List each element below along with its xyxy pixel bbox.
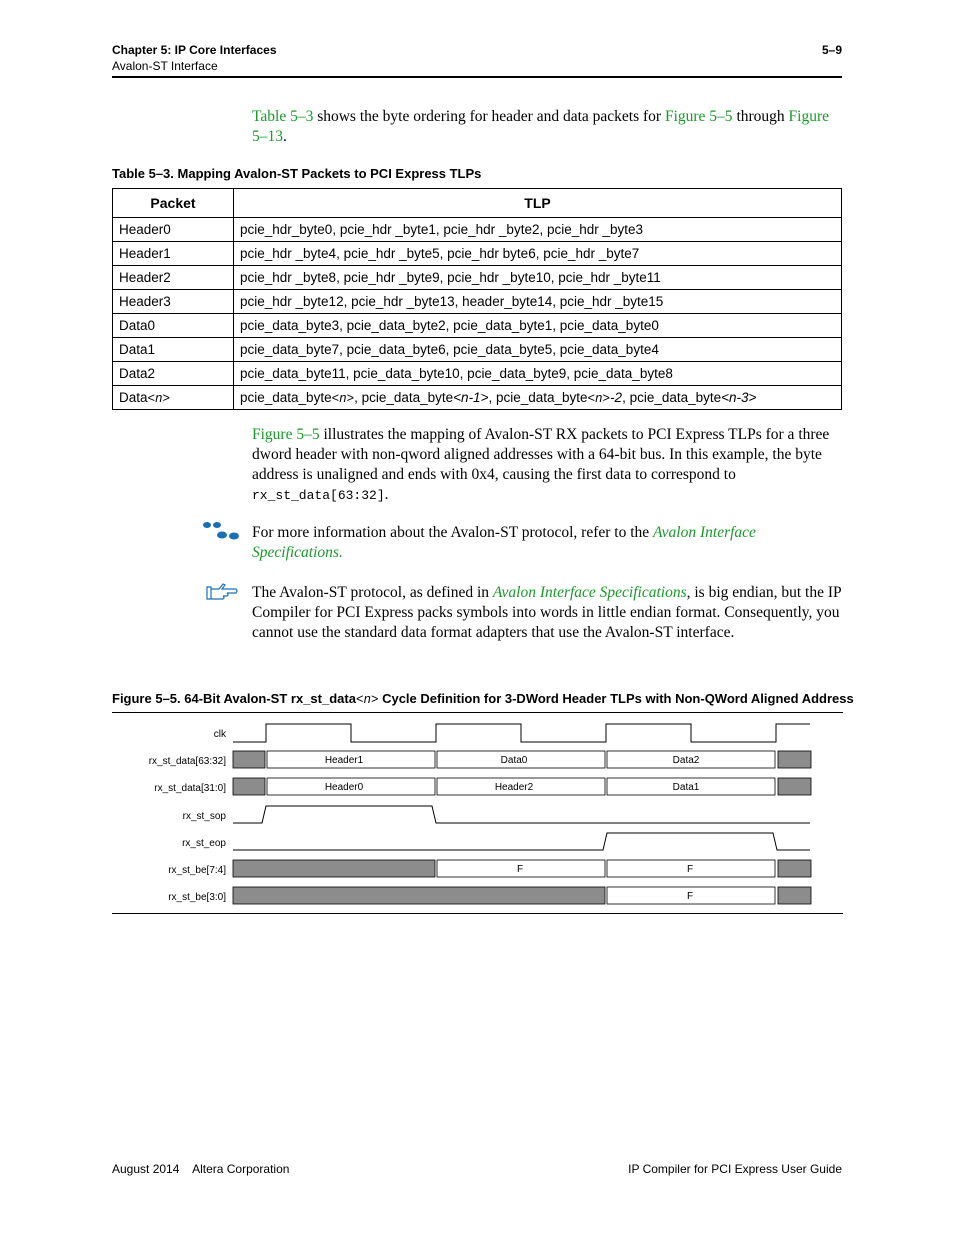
bus-rx-st-data-lo (233, 778, 811, 795)
tlp-cell: pcie_hdr _byte8, pcie_hdr _byte9, pcie_hdr _byte10, pcie_hdr _byte11 (234, 266, 842, 290)
running-header-chapter: Chapter 5: IP Core Interfaces (112, 43, 277, 57)
signal-label-rx-st-be-hi: rx_st_be[7:4] (168, 865, 226, 876)
avalon-spec-link[interactable]: Avalon Interface Specifications (492, 584, 687, 601)
bus-value-f: F (686, 864, 694, 875)
bus-value-f: F (516, 864, 524, 875)
figure-5-5-link[interactable]: Figure 5–5 (252, 426, 320, 443)
reference-note: For more information about the Avalon-ST protocol, refer to the Avalon Interface Specifications. (252, 524, 756, 561)
table-row (113, 218, 842, 242)
bus-value-data2: Data2 (672, 755, 700, 766)
table-row (113, 338, 842, 362)
table-5-3-link[interactable]: Table 5–3 (252, 108, 314, 125)
packet-cell: Header2 (113, 266, 234, 290)
signal-label-rx-st-sop: rx_st_sop (182, 811, 226, 822)
intro-paragraph (252, 107, 844, 147)
table-caption: Table 5–3. Mapping Avalon-ST Packets to PCI Express TLPs (112, 166, 482, 181)
table-row (113, 266, 842, 290)
bus-value-header2: Header2 (494, 782, 534, 793)
pointing-hand-icon (205, 583, 239, 601)
signal-label-rx-st-data-hi: rx_st_data[63:32] (148, 756, 226, 767)
figure-description-paragraph: Figure 5–5 illustrates the mapping of Avalon-ST RX packets to PCI Express TLPs for a three dword header with non-qword aligned addresses with a 64-bit bus. In this example, the byte address is unaligned and ends with 0x4, causing the first data to correspond to rx_st_data[63:32]. (252, 426, 830, 503)
tlp-cell: pcie_hdr_byte0, pcie_hdr _byte1, pcie_hdr _byte2, pcie_hdr _byte3 (234, 218, 842, 242)
table-header-row (113, 189, 842, 218)
tlp-cell: pcie_hdr _byte12, pcie_hdr _byte13, header_byte14, pcie_hdr _byte15 (234, 290, 842, 314)
intro-text: through (732, 108, 789, 125)
bus-rx-st-data-hi (233, 751, 811, 768)
figure-top-rule (112, 712, 843, 713)
running-header-section: Avalon-ST Interface (112, 59, 218, 73)
bus-rx-st-be-lo (233, 887, 811, 904)
table-row (113, 314, 842, 338)
tlp-cell: pcie_data_byte3, pcie_data_byte2, pcie_data_byte1, pcie_data_byte0 (234, 314, 842, 338)
timing-diagram (112, 715, 843, 910)
footer-date-company: August 2014 Altera Corporation (112, 1162, 290, 1176)
eop-waveform (233, 833, 810, 850)
tlp-cell: pcie_hdr _byte4, pcie_hdr _byte5, pcie_hdr byte6, pcie_hdr _byte7 (234, 242, 842, 266)
table-row (113, 290, 842, 314)
bus-value-header1: Header1 (324, 755, 364, 766)
header-rule (112, 76, 842, 78)
tlp-cell: pcie_data_byte<n>, pcie_data_byte<n-1>, pcie_data_byte<n>-2, pcie_data_byte<n-3> (234, 386, 842, 410)
intro-text: . (283, 128, 287, 145)
tlp-cell: pcie_data_byte11, pcie_data_byte10, pcie_data_byte9, pcie_data_byte8 (234, 362, 842, 386)
figure-5-13-link[interactable]: Figure 5–13 (252, 108, 829, 145)
mapping-table (112, 188, 842, 410)
table-row (113, 386, 842, 410)
signal-label-clk: clk (213, 729, 226, 740)
signal-label-rx-st-eop: rx_st_eop (182, 838, 226, 849)
clk-waveform (233, 724, 810, 742)
packet-cell: Data0 (113, 314, 234, 338)
table-row (113, 242, 842, 266)
signal-label-rx-st-be-lo: rx_st_be[3:0] (168, 892, 226, 903)
code-rx-st-data: rx_st_data[63:32] (252, 488, 385, 503)
column-header-packet: Packet (113, 189, 234, 218)
figure-bottom-rule (112, 913, 843, 914)
bus-rx-st-be-hi (233, 860, 811, 877)
tlp-cell: pcie_data_byte7, pcie_data_byte6, pcie_data_byte5, pcie_data_byte4 (234, 338, 842, 362)
bus-value-f: F (686, 891, 694, 902)
reference-icon (200, 520, 240, 542)
intro-text: shows the byte ordering for header and data packets for (313, 108, 665, 125)
figure-5-5-link[interactable]: Figure 5–5 (664, 108, 733, 125)
avalon-spec-link[interactable]: Avalon Interface Specifications. (252, 524, 756, 561)
table-row (113, 362, 842, 386)
packet-cell: Header0 (113, 218, 234, 242)
bus-value-header0: Header0 (324, 782, 364, 793)
packet-cell: Header3 (113, 290, 234, 314)
footer-document-title: IP Compiler for PCI Express User Guide (628, 1162, 842, 1176)
packet-cell: Data<n> (113, 386, 234, 410)
bus-value-data0: Data0 (500, 755, 528, 766)
bus-value-data1: Data1 (672, 782, 700, 793)
important-note: The Avalon-ST protocol, as defined in Avalon Interface Specifications, is big endian, but the IP Compiler for PCI Express packs symbols into words in little endian format. Consequently, you cannot use the standard data format adapters that use the Avalon-ST interface. (252, 584, 842, 641)
signal-label-rx-st-data-lo: rx_st_data[31:0] (154, 783, 226, 794)
sop-waveform (233, 806, 810, 823)
packet-cell: Data2 (113, 362, 234, 386)
packet-cell: Data1 (113, 338, 234, 362)
figure-caption: Figure 5–5. 64-Bit Avalon-ST rx_st_data<n> Cycle Definition for 3-DWord Header TLPs with Non-QWord Aligned Address (112, 691, 854, 707)
page-number: 5–9 (821, 43, 842, 57)
column-header-tlp: TLP (234, 189, 842, 218)
packet-cell: Header1 (113, 242, 234, 266)
